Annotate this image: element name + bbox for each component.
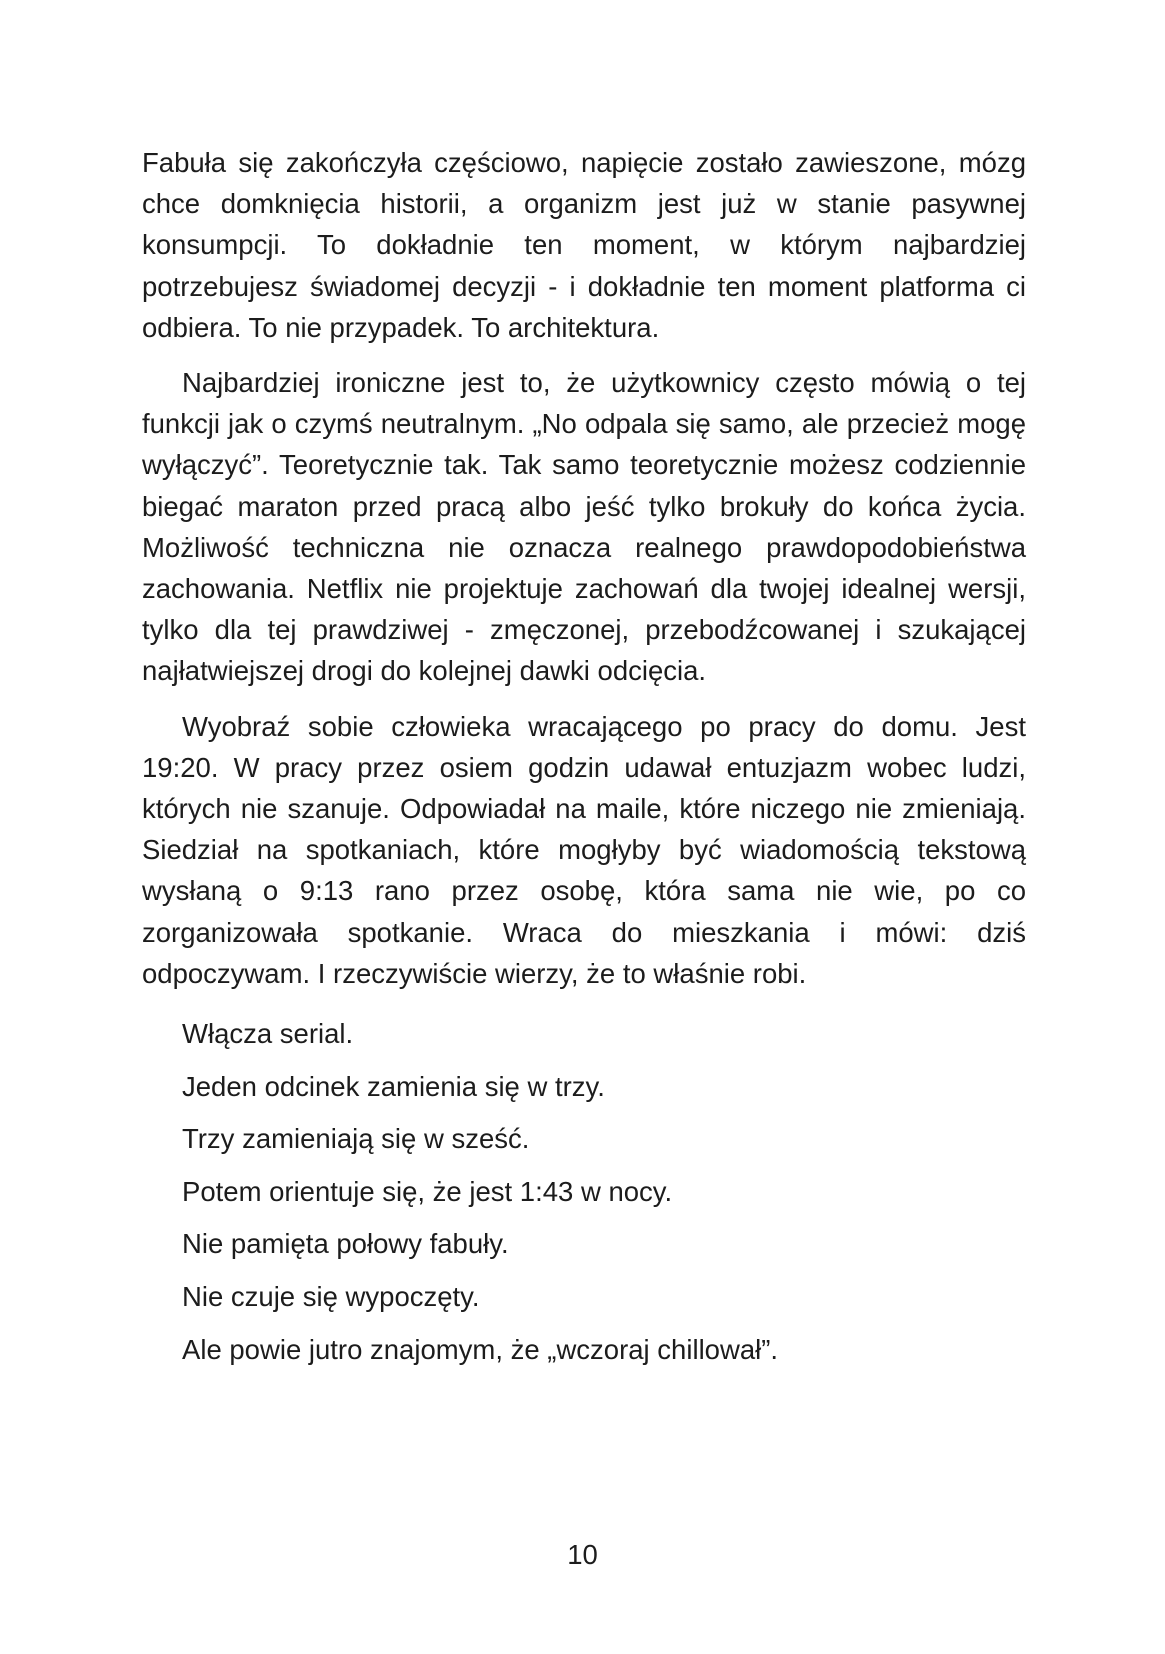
short-line-1: Włącza serial. <box>182 1018 354 1050</box>
short-line-4: Potem orientuje się, że jest 1:43 w nocy. <box>182 1175 673 1207</box>
short-line-3: Trzy zamieniają się w sześć. <box>182 1123 530 1155</box>
paragraph-1: Fabuła się zakończyła częściowo, napięcie zostało zawieszone, mózg chce domknięcia historii, a organizm jest już w stanie pasywnej konsumpcji. To dokładnie ten moment, w którym najbardziej potrzebujesz świadomej decyzji - i dokładnie ten moment platforma ci odbiera. To nie przypadek. To architektura. <box>142 147 1026 343</box>
paragraph-2: Najbardziej ironiczne jest to, że użytkownicy często mówią o tej funkcji jak o czymś neutralnym. „No odpala się samo, ale przecież mogę wyłączyć”. Teoretycznie tak. Tak samo teoretycznie możesz codziennie biegać maraton przed pracą albo jeść tylko brokuły do końca życia. Możliwość techniczna nie oznacza realnego prawdopodobieństwa zachowania. Netflix nie projektuje zachowań dla twojej idealnej wersji, tylko dla tej prawdziwej - zmęczonej, przebodźcowanej i szukającej najłatwiejszej drogi do kolejnej dawki odcięcia. <box>142 367 1026 687</box>
page-body-text <box>142 142 1026 1376</box>
page-number: 10 <box>567 1539 598 1570</box>
short-line-6: Nie czuje się wypoczęty. <box>182 1281 480 1313</box>
short-lines-list <box>142 1008 1026 1376</box>
short-line-7: Ale powie jutro znajomym, że „wczoraj chillował”. <box>182 1333 779 1365</box>
paragraph-3: Wyobraź sobie człowieka wracającego po pracy do domu. Jest 19:20. W pracy przez osiem godzin udawał entuzjazm wobec ludzi, których nie szanuje. Odpowiadał na maile, które niczego nie zmieniają. Siedział na spotkaniach, które mogłyby być wiadomością tekstową wysłaną o 9:13 rano przez osobę, która sama nie wie, po co zorganizowała spotkanie. Wraca do mieszkania i mówi: dziś odpoczywam. I rzeczywiście wierzy, że to właśnie robi. <box>142 710 1026 989</box>
short-line-2: Jeden odcinek zamienia się w trzy. <box>182 1070 605 1102</box>
short-line-5: Nie pamięta połowy fabuły. <box>182 1228 509 1260</box>
